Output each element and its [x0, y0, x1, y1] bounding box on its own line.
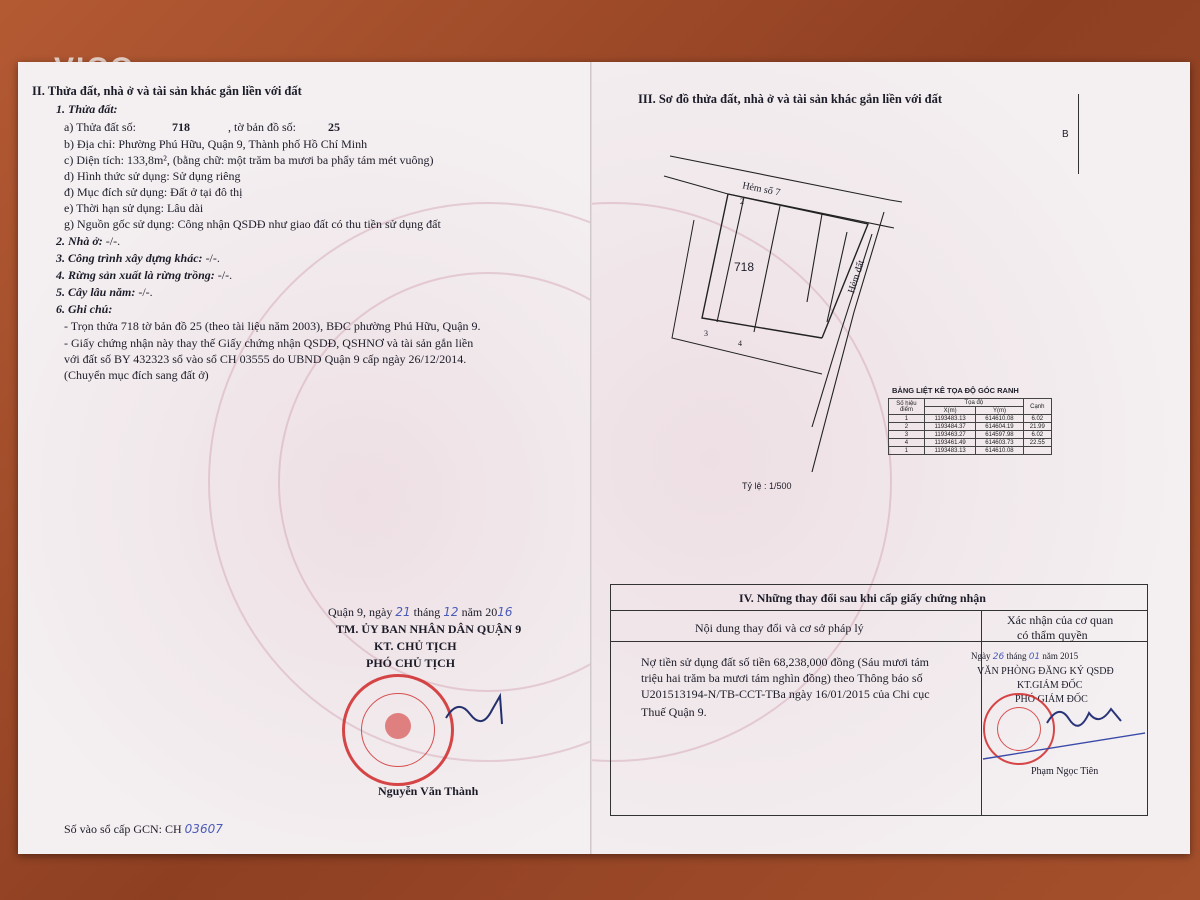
area-line: c) Diện tích: 133,8m², (bằng chữ: một trăm ba mươi ba phẩy tám mét vuông) [64, 153, 434, 167]
address-line: b) Địa chỉ: Phường Phú Hữu, Quận 9, Thành phố Hồ Chí Minh [64, 137, 368, 151]
parcel-label: 718 [734, 260, 755, 274]
confirm-strike-line [981, 725, 1147, 765]
confirm-vice: PHÓ GIÁM ĐỐC [1015, 694, 1088, 705]
land-heading: 1. Thửa đất: [56, 102, 118, 116]
issue-day: 21 [395, 605, 411, 619]
table-row: 4 1193461.49 614603.73 22.55 [889, 439, 1052, 447]
change-line-2: triệu hai trăm ba mươi tám nghìn đồng) theo Thông báo số [641, 671, 923, 685]
parcel-number: 718 [172, 120, 190, 134]
house-line: 2. Nhà ở: -/-. [56, 234, 121, 248]
issue-month: 12 [443, 605, 459, 619]
certificate-document [18, 62, 1190, 854]
map-sheet-label: , tờ bản đồ số: [228, 120, 297, 134]
signature-mark [438, 690, 538, 730]
usage-purpose-line: đ) Mục đích sử dụng: Đất ở tại đô thị [64, 185, 243, 199]
table-row: 2 1193484.37 614604.19 21.99 [889, 423, 1052, 431]
perennial-line: 5. Cây lâu năm: -/-. [56, 285, 153, 299]
coord-col-coord: Tọa độ [924, 399, 1023, 407]
other-construction-line: 3. Công trình xây dựng khác: -/-. [56, 251, 220, 265]
note-1: - Trọn thửa 718 tờ bản đồ 25 (theo tài liệu năm 2003), BĐC phường Phú Hữu, Quận 9. [64, 319, 481, 333]
usage-term-line: e) Thời hạn sử dụng: Lâu dài [64, 201, 204, 215]
north-arrow-line [1078, 94, 1079, 174]
registration-number: Số vào sổ cấp GCN: CH 03607 [64, 822, 223, 836]
section-3-title: III. Sơ đồ thửa đất, nhà ở và tài sản khác gắn liền với đất [638, 92, 943, 106]
signer-name: Nguyễn Văn Thành [378, 784, 479, 798]
point-2: 2 [740, 197, 744, 206]
coord-col-y: Y(m) [976, 407, 1023, 415]
changes-section [610, 584, 1148, 816]
parcel-number-label: a) Thửa đất số: [64, 120, 136, 134]
issue-year: 16 [497, 605, 513, 619]
coord-col-x: X(m) [924, 407, 975, 415]
map-sheet-number: 25 [328, 120, 340, 134]
coord-table [888, 398, 1052, 455]
note-2c: (Chuyển mục đích sang đất ở) [64, 368, 209, 382]
note-2a: - Giấy chứng nhận này thay thế Giấy chứng nhận QSDĐ, QSHNƠ và tài sản gắn liền [64, 336, 474, 350]
north-label: B [1062, 129, 1069, 140]
change-line-3: U201513194-N/TB-CCT-TBa ngày 16/01/2015 của Chi cục [641, 687, 930, 701]
confirm-column-header-1: Xác nhận của cơ quan [1007, 613, 1114, 627]
authority-name: TM. ỦY BAN NHÂN DÂN QUẬN 9 [336, 622, 522, 636]
registration-value: 03607 [184, 822, 223, 836]
coord-col-edge: Cạnh [1023, 399, 1051, 415]
confirm-office: VĂN PHÒNG ĐĂNG KÝ QSDĐ [977, 666, 1114, 677]
table-row: 1 1193483.13 614610.08 6.02 [889, 415, 1052, 423]
vice-chairman: PHÓ CHỦ TỊCH [366, 656, 456, 670]
confirm-column-header-2: có thẩm quyền [1017, 628, 1088, 642]
usage-form-line: d) Hình thức sử dụng: Sử dụng riêng [64, 169, 241, 183]
kt-chairman: KT. CHỦ TỊCH [374, 639, 457, 653]
point-3: 3 [704, 329, 708, 338]
note-2b: với đất số BY 432323 sổ vào sổ CH 03555 do UBND Quận 9 cấp ngày 26/12/2014. [64, 352, 467, 366]
table-row: 1 1193483.13 614610.08 [889, 447, 1052, 455]
point-4: 4 [738, 339, 742, 348]
table-row: 3 1193463.27 614597.98 6.02 [889, 431, 1052, 439]
issue-date: Quận 9, ngày 21 tháng 12 năm 2016 [328, 605, 513, 619]
alley-7-label: Hẻm số 7 [741, 180, 782, 199]
changes-header-row [611, 585, 1147, 611]
section-2-title: II. Thửa đất, nhà ở và tài sản khác gắn liền với đất [32, 84, 302, 98]
alley-dirt-label: Hẻm đất [846, 258, 868, 295]
map-scale: Tỷ lệ : 1/500 [742, 481, 792, 491]
section-4-title: IV. Những thay đổi sau khi cấp giấy chứng nhận [739, 591, 986, 605]
content-column-header: Nội dung thay đổi và cơ sở pháp lý [695, 621, 864, 635]
coord-table-title: BẢNG LIỆT KÊ TỌA ĐỘ GÓC RANH [892, 386, 1019, 395]
confirm-month: 01 [1028, 652, 1041, 662]
change-line-1: Nợ tiền sử dụng đất số tiền 68,238,000 đồng (Sáu mươi tám [641, 655, 930, 669]
confirm-signer: Phạm Ngọc Tiên [1031, 766, 1099, 777]
change-line-4: Thuế Quận 9. [641, 705, 707, 719]
left-page [18, 62, 592, 854]
emblem-icon [385, 713, 411, 739]
confirm-date: Ngày 26 tháng 01 năm 2015 [971, 651, 1079, 662]
notes-heading: 6. Ghi chú: [56, 302, 113, 316]
usage-origin-line: g) Nguồn gốc sử dụng: Công nhận QSDĐ như giao đất có thu tiền sử dụng đất [64, 217, 441, 231]
coord-col-point: Số hiệu điểm [889, 399, 925, 415]
confirm-kt: KT.GIÁM ĐỐC [1017, 680, 1083, 691]
forest-line: 4. Rừng sản xuất là rừng trồng: -/-. [56, 268, 233, 282]
confirm-day: 26 [992, 652, 1005, 662]
